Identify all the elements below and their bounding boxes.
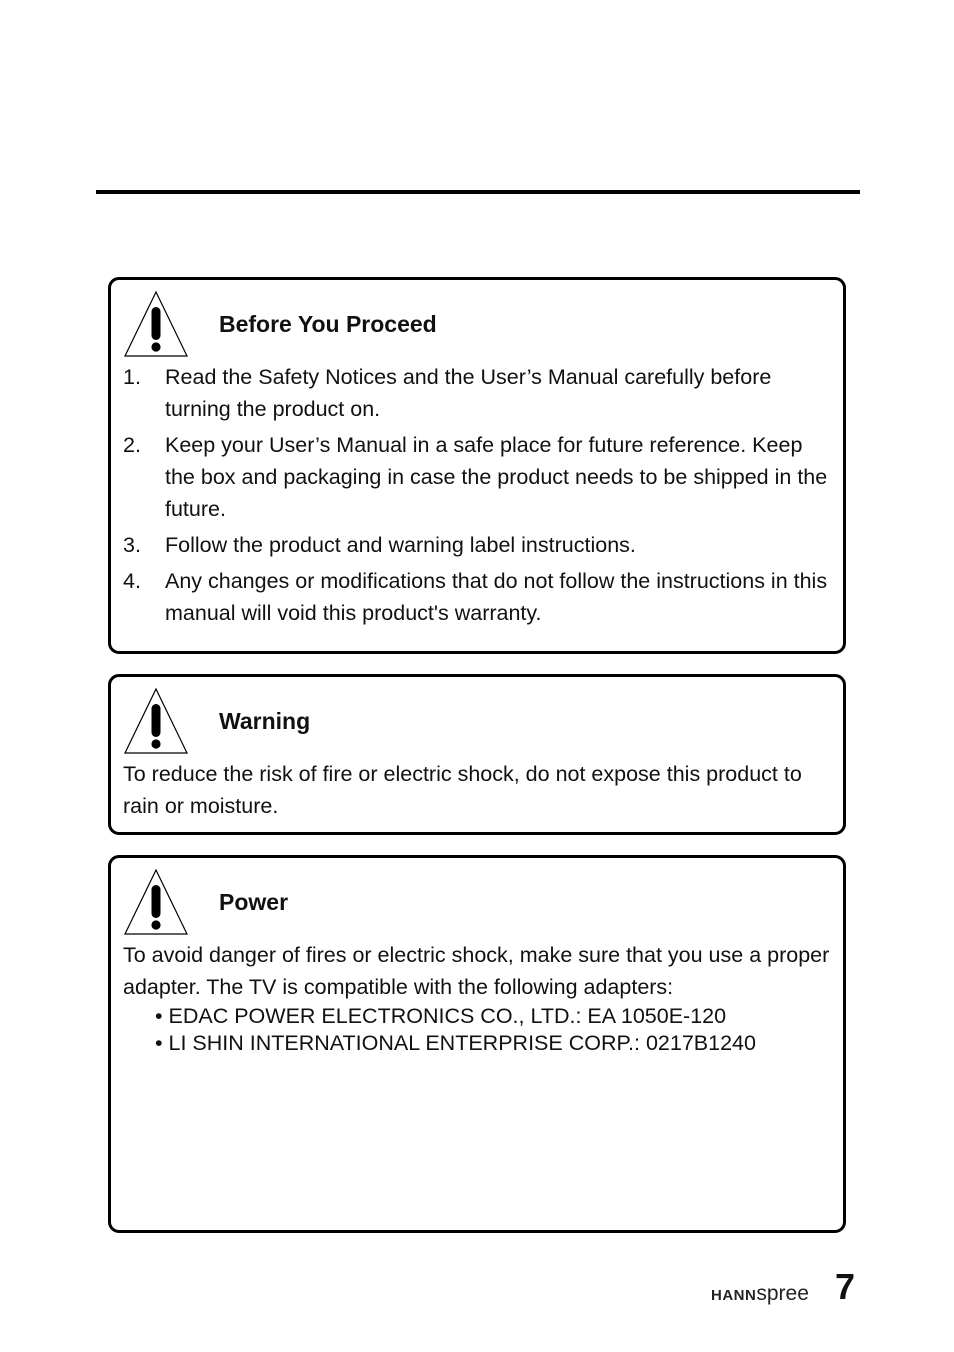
list-item: • EDAC POWER ELECTRONICS CO., LTD.: EA 1050E-120 — [155, 1004, 727, 1028]
brand-light: spree — [756, 1282, 809, 1305]
list-item — [123, 361, 835, 425]
instruction-list — [123, 361, 835, 633]
list-item — [123, 429, 835, 525]
section-title: Before You Proceed — [219, 311, 437, 337]
power-text: To avoid danger of fires or electric shock, make sure that you use a proper adapter. The TV is compatible with the following adapters: — [123, 943, 830, 999]
warning-text: To reduce the risk of fire or electric shock, do not expose this product to rain or moisture. — [123, 762, 802, 818]
power-box — [108, 855, 846, 1233]
top-rule — [96, 190, 860, 194]
list-item — [123, 565, 835, 629]
item-number: 2. — [123, 433, 141, 457]
section-title: Warning — [219, 708, 311, 734]
brand-bold: HANN — [711, 1287, 757, 1304]
warning-triangle-icon — [123, 687, 189, 755]
item-text: Any changes or modifications that do not follow the instructions in this manual will void this product's warranty. — [165, 569, 828, 625]
item-number: 3. — [123, 533, 141, 557]
section-title: Power — [219, 889, 289, 915]
before-you-proceed-box — [108, 277, 846, 654]
item-text: Read the Safety Notices and the User’s Manual carefully before turning the product on. — [165, 365, 772, 421]
warning-triangle-icon — [123, 290, 189, 358]
item-number: 4. — [123, 569, 141, 593]
item-text: Follow the product and warning label instructions. — [165, 533, 636, 557]
item-number: 1. — [123, 365, 141, 389]
page-number: 7 — [835, 1266, 856, 1307]
brand-logo — [711, 1282, 809, 1306]
item-text: Keep your User’s Manual in a safe place for future reference. Keep the box and packaging in case the product needs to be shipped in the future. — [165, 433, 828, 521]
adapter-list — [155, 1003, 756, 1057]
warning-triangle-icon — [123, 868, 189, 936]
list-item — [123, 529, 835, 561]
list-item: • LI SHIN INTERNATIONAL ENTERPRISE CORP.: 0217B1240 — [155, 1031, 756, 1055]
warning-box — [108, 674, 846, 835]
